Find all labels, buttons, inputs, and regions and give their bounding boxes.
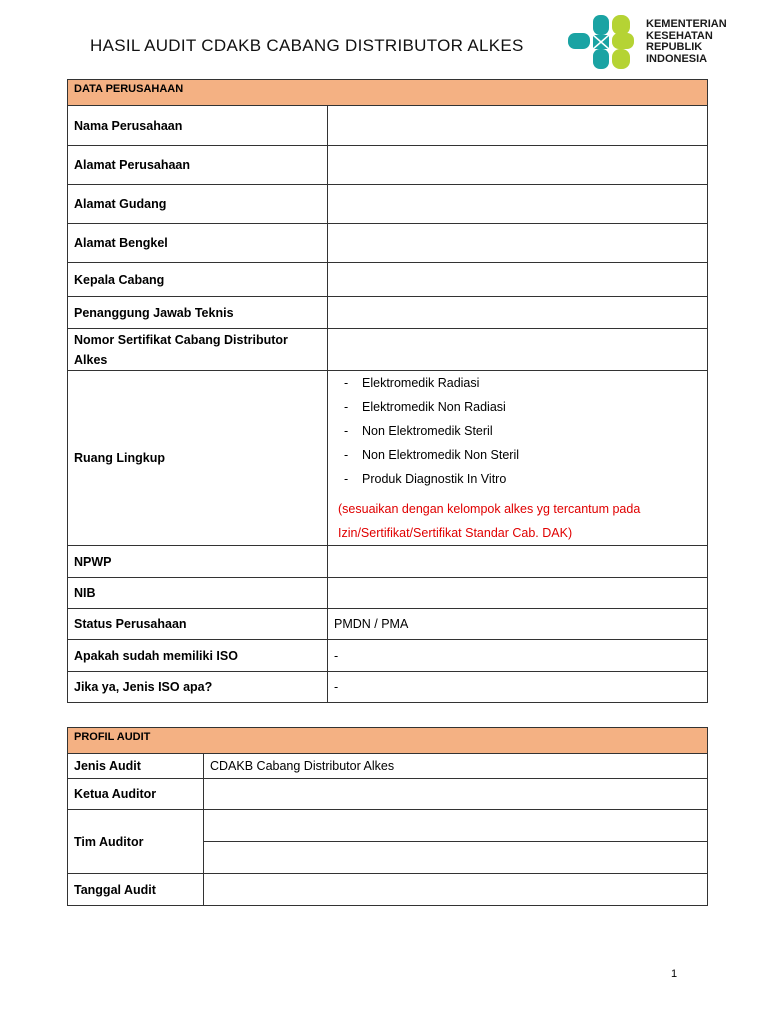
nomor-sertifikat-field[interactable]: [328, 329, 708, 371]
field-label: Alamat Perusahaan: [68, 146, 328, 185]
field-label: Tanggal Audit: [68, 874, 204, 906]
jenis-iso-field[interactable]: -: [328, 672, 708, 703]
status-perusahaan-field[interactable]: PMDN / PMA: [328, 609, 708, 640]
table-row: [68, 371, 708, 546]
table-row: [68, 578, 708, 609]
table-row: [68, 810, 708, 842]
table-row: [68, 297, 708, 329]
npwp-field[interactable]: [328, 546, 708, 578]
profil-audit-heading: PROFIL AUDIT: [68, 728, 708, 754]
table-row: [68, 185, 708, 224]
field-label: Alamat Gudang: [68, 185, 328, 224]
field-label: Ruang Lingkup: [68, 371, 328, 546]
table-row: [68, 329, 708, 371]
ruang-lingkup-list: [334, 371, 701, 497]
scope-note: (sesuaikan dengan kelompok alkes yg tercantum pada Izin/Sertifikat/Sertifikat Standar Cab. DAK): [338, 502, 641, 540]
ketua-auditor-field[interactable]: [204, 779, 708, 810]
table-row: [68, 779, 708, 810]
field-label: Jika ya, Jenis ISO apa?: [68, 672, 328, 703]
table-row: [68, 609, 708, 640]
field-label: Tim Auditor: [68, 810, 204, 874]
field-label: Jenis Audit: [68, 754, 204, 779]
field-label: Alamat Bengkel: [68, 224, 328, 263]
list-item: - Elektromedik Non Radiasi: [344, 400, 506, 414]
kemenkes-logo-text: KEMENTERIAN KESEHATAN REPUBLIK INDONESIA: [646, 18, 727, 65]
field-label: Ketua Auditor: [68, 779, 204, 810]
field-label: Nama Perusahaan: [68, 106, 328, 146]
tim-auditor-field-1[interactable]: [204, 810, 708, 842]
table-row: [68, 640, 708, 672]
nib-field[interactable]: [328, 578, 708, 609]
alamat-perusahaan-field[interactable]: [328, 146, 708, 185]
list-item: - Produk Diagnostik In Vitro: [344, 472, 507, 486]
page-title: HASIL AUDIT CDAKB CABANG DISTRIBUTOR ALKES: [90, 36, 524, 55]
list-item: - Elektromedik Radiasi: [344, 376, 480, 390]
data-perusahaan-heading: DATA PERUSAHAAN: [68, 80, 708, 106]
field-label: Kepala Cabang: [68, 263, 328, 297]
tanggal-audit-field[interactable]: [204, 874, 708, 906]
kepala-cabang-field[interactable]: [328, 263, 708, 297]
table-row: [68, 874, 708, 906]
field-label: Penanggung Jawab Teknis: [68, 297, 328, 329]
field-label: Apakah sudah memiliki ISO: [68, 640, 328, 672]
table-row: [68, 224, 708, 263]
nama-perusahaan-field[interactable]: [328, 106, 708, 146]
ruang-lingkup-field[interactable]: [328, 371, 708, 546]
table-row: [68, 754, 708, 779]
page-number: 1: [671, 968, 678, 980]
tim-auditor-field-2[interactable]: [204, 842, 708, 874]
field-label: Status Perusahaan: [68, 609, 328, 640]
penanggung-jawab-teknis-field[interactable]: [328, 297, 708, 329]
iso-field[interactable]: -: [328, 640, 708, 672]
table-row: [68, 263, 708, 297]
field-label: NIB: [68, 578, 328, 609]
table-row: [68, 546, 708, 578]
field-label: Nomor Sertifikat Cabang Distributor Alkes: [68, 329, 328, 371]
table-row: [68, 672, 708, 703]
profil-audit-table: [67, 727, 708, 906]
alamat-bengkel-field[interactable]: [328, 224, 708, 263]
data-perusahaan-table: [67, 79, 708, 703]
field-label: NPWP: [68, 546, 328, 578]
table-row: [68, 106, 708, 146]
table-row: [68, 146, 708, 185]
jenis-audit-field[interactable]: CDAKB Cabang Distributor Alkes: [204, 754, 708, 779]
list-item: - Non Elektromedik Steril: [344, 424, 493, 438]
list-item: - Non Elektromedik Non Steril: [344, 448, 520, 462]
kemenkes-logo-icon: [566, 13, 636, 71]
alamat-gudang-field[interactable]: [328, 185, 708, 224]
